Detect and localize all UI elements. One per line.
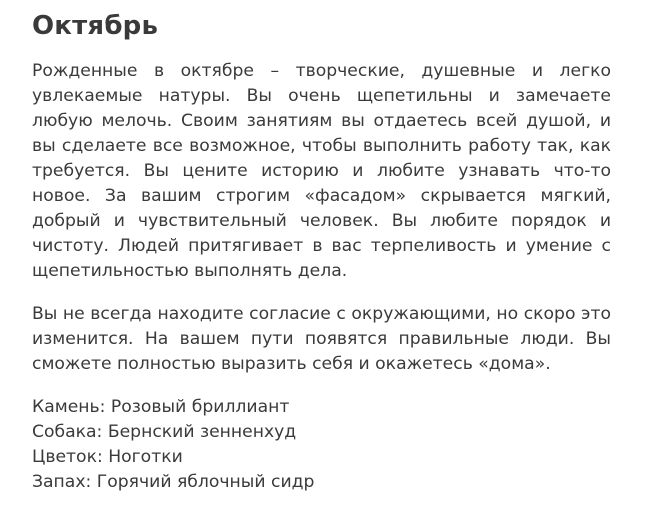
forecast-paragraph: Вы не всегда находите согласие с окружающими, но скоро это изменится. На вашем пути появятся правильные люди. Вы сможете полностью выразить себя и окажетесь «дома». [32,304,611,374]
article [32,0,611,495]
description-paragraph: Рожденные в октябре – творческие, душевные и легко увлекаемые натуры. Вы очень щепетильны и замечаете любую мелочь. Своим занятиям вы отдаетесь всей душой, и вы сделаете все возможное, чтобы выполнить работу так, как требуется. Вы цените историю и любите узнавать что-то новое. За вашим строгим «фасадом» скрывается мягкий, добрый и чувствительный человек. Вы любите порядок и чистоту. Людей притягивает в вас терпеливость и умение с щепетильностью выполнять дела. [32,61,611,281]
page-title: Октябрь [32,11,159,41]
fact-dog: Собака: Бернский зенненхуд [32,422,297,442]
fact-stone: Камень: Розовый бриллиант [32,397,290,417]
fact-scent: Запах: Горячий яблочный сидр [32,472,315,492]
facts-list [32,395,611,495]
fact-flower: Цветок: Ноготки [32,447,183,467]
